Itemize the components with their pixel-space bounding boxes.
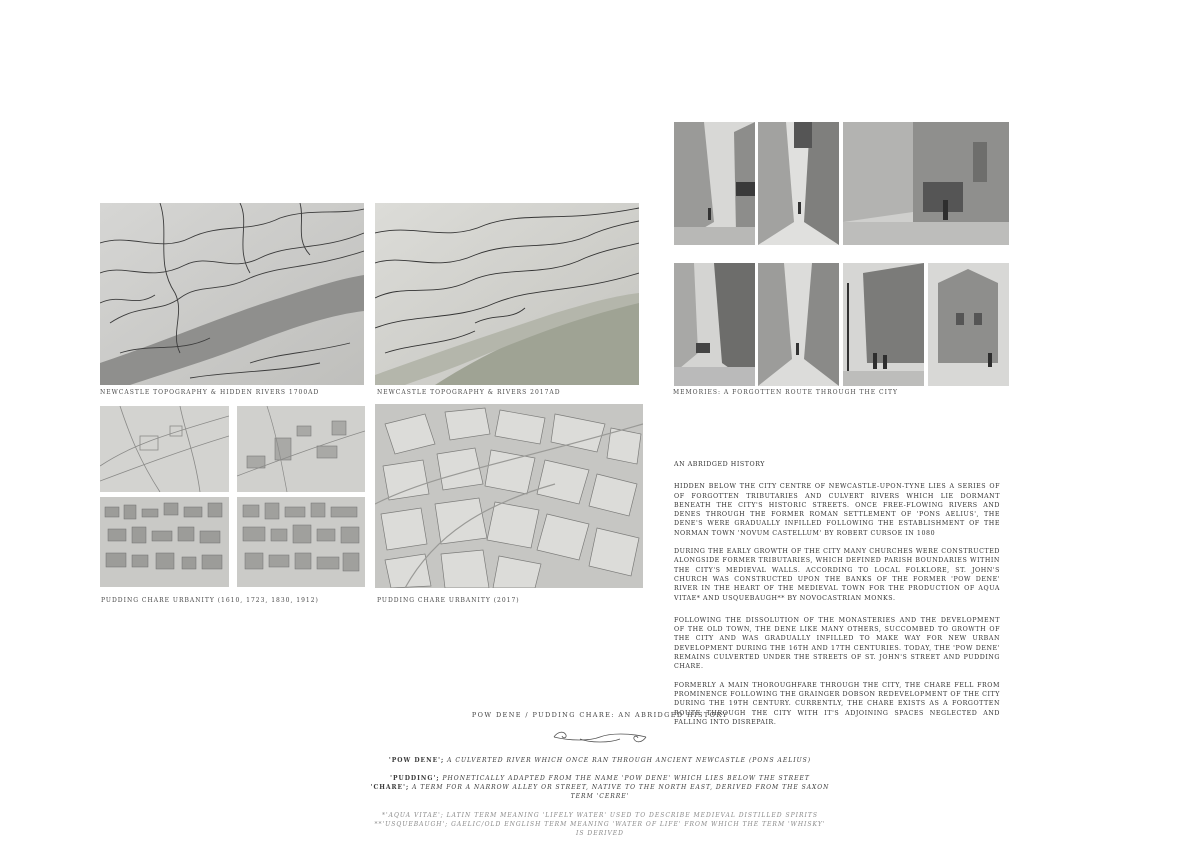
glossary-term: 'PUDDING'; — [390, 775, 440, 782]
glossary-term: 'POW DENE'; — [388, 757, 445, 764]
street-photo-2 — [758, 122, 839, 245]
history-heading: AN ABRIDGED HISTORY — [674, 461, 765, 468]
glossary-pow-dene — [350, 756, 850, 765]
history-paragraph-4: FORMERLY A MAIN THOROUGHFARE THROUGH THE CITY, THE CHARE FELL FROM PROMINENCE FOLLOWING THE GRAINGER DOBSON REDEVELOPMENT OF THE CITY DURING THE 19TH CENTURY. CURRENTLY, THE CHARE EXISTS AS A FORGOTTEN ROUTE THROUGH THE CITY WITH IT'S ADJOINING SPACES NEGLECTED AND FALLING INTO DISREPAIR. — [674, 681, 1000, 726]
topography-2017-image — [375, 203, 639, 385]
history-paragraph-3: FOLLOWING THE DISSOLUTION OF THE MONASTERIES AND THE DEVELOPMENT OF THE OLD TOWN, THE DENE LIKE MANY OTHERS, SUCCOMBED TO GROWTH OF THE CITY AND WAS GRADUALLY INFILLED TO MAKE WAY FOR NEW URBAN DEVELOPMENT DURING THE 16TH AND 17TH CENTURIES. TODAY, THE 'POW DENE' REMAINS CULVERTED UNDER THE STREETS OF ST. JOHN'S STREET AND PUDDING CHARE. — [674, 616, 1000, 671]
urbanity-1830-image — [100, 497, 229, 587]
glossary-chare — [370, 783, 830, 801]
glossary-definition: PHONETICALLY ADAPTED FROM THE NAME 'POW DENE' WHICH LIES BELOW THE STREET — [439, 775, 810, 782]
glossary-pudding — [350, 774, 850, 783]
street-photo-3 — [843, 122, 1009, 245]
caption-topography-2017: NEWCASTLE TOPOGRAPHY & RIVERS 2017AD — [377, 389, 561, 396]
urbanity-1723-image — [237, 406, 365, 492]
caption-memories: MEMORIES: A FORGOTTEN ROUTE THROUGH THE CITY — [673, 389, 898, 396]
history-paragraph-1: HIDDEN BELOW THE CITY CENTRE OF NEWCASTLE-UPON-TYNE LIES A SERIES OF OF FORGOTTEN TRIBUTARIES AND CULVERT RIVERS WHICH LIE DORMANT BENEATH THE CITY'S HISTORIC STREETS. ONCE FREE-FLOWING RIVERS AND DENES THROUGH THE FORMER ROMAN SETTLEMENT OF 'PONS AELIUS', THE DENE'S WERE GRADUALLY INFILLED FOLLOWING THE ESTABLISHMENT OF THE NORMAN TOWN 'NOVUM CASTELLUM' BY ROBERT CURSOE IN 1080 — [674, 483, 1000, 537]
glossary-definition: A TERM FOR A NARROW ALLEY OR STREET, NATIVE TO THE NORTH EAST, DERIVED FROM THE SAXON TERM 'CERRE' — [409, 784, 830, 800]
caption-urbanity-2017: PUDDING CHARE URBANITY (2017) — [377, 597, 520, 604]
history-section — [674, 460, 1000, 727]
footer-title: POW DENE / PUDDING CHARE: AN ABRIDGED HISTORY — [471, 711, 729, 719]
street-photo-4 — [674, 263, 755, 386]
urbanity-1610-image — [100, 406, 229, 492]
caption-urbanity-historic: PUDDING CHARE URBANITY (1610, 1723, 1830, 1912) — [101, 597, 319, 604]
glossary-definition: A CULVERTED RIVER WHICH ONCE RAN THROUGH ANCIENT NEWCASTLE (PONS AELIUS) — [444, 757, 812, 764]
footnote-aqua-vitae: *'AQUA VITAE'; LATIN TERM MEANING 'LIFELY WATER' USED TO DESCRIBE MEDIEVAL DISTILLED SPIRITS — [382, 812, 818, 819]
urbanity-2017-image — [375, 404, 643, 588]
urbanity-1912-image — [237, 497, 365, 587]
footnote-usquebaugh: **'USQUEBAUGH'; GAELIC/OLD ENGLISH TERM MEANING 'WATER OF LIFE' FROM WHICH THE TERM 'WHISKY' IS DERIVED — [374, 821, 826, 837]
street-photo-5 — [758, 263, 839, 386]
street-photo-7 — [928, 263, 1009, 386]
glossary-term: 'CHARE'; — [370, 784, 410, 791]
history-paragraph-2: DURING THE EARLY GROWTH OF THE CITY MANY CHURCHES WERE CONSTRUCTED ALONGSIDE FORMER TRIBUTARIES, WHICH DEFINED PARISH BOUNDARIES WITHIN THE CITY'S MEDIEVAL WALLS. ACCORDING TO LOCAL FOLKLORE, ST. JOHN'S CHURCH WAS CONSTRUCTED UPON THE BANKS OF THE FORMER 'POW DENE' RIVER IN THE HEART OF THE MEDIEVAL TOWN FOR THE PRODUCTION OF AQUA VITAE* AND USQUEBAUGH** BY NOVOCASTRIAN MONKS. — [674, 548, 1000, 602]
street-photo-6 — [843, 263, 924, 386]
caption-topography-1700: NEWCASTLE TOPOGRAPHY & HIDDEN RIVERS 1700AD — [100, 389, 320, 396]
flourish-divider-icon — [550, 727, 650, 747]
topography-1700-image — [100, 203, 364, 385]
street-photo-1 — [674, 122, 755, 245]
